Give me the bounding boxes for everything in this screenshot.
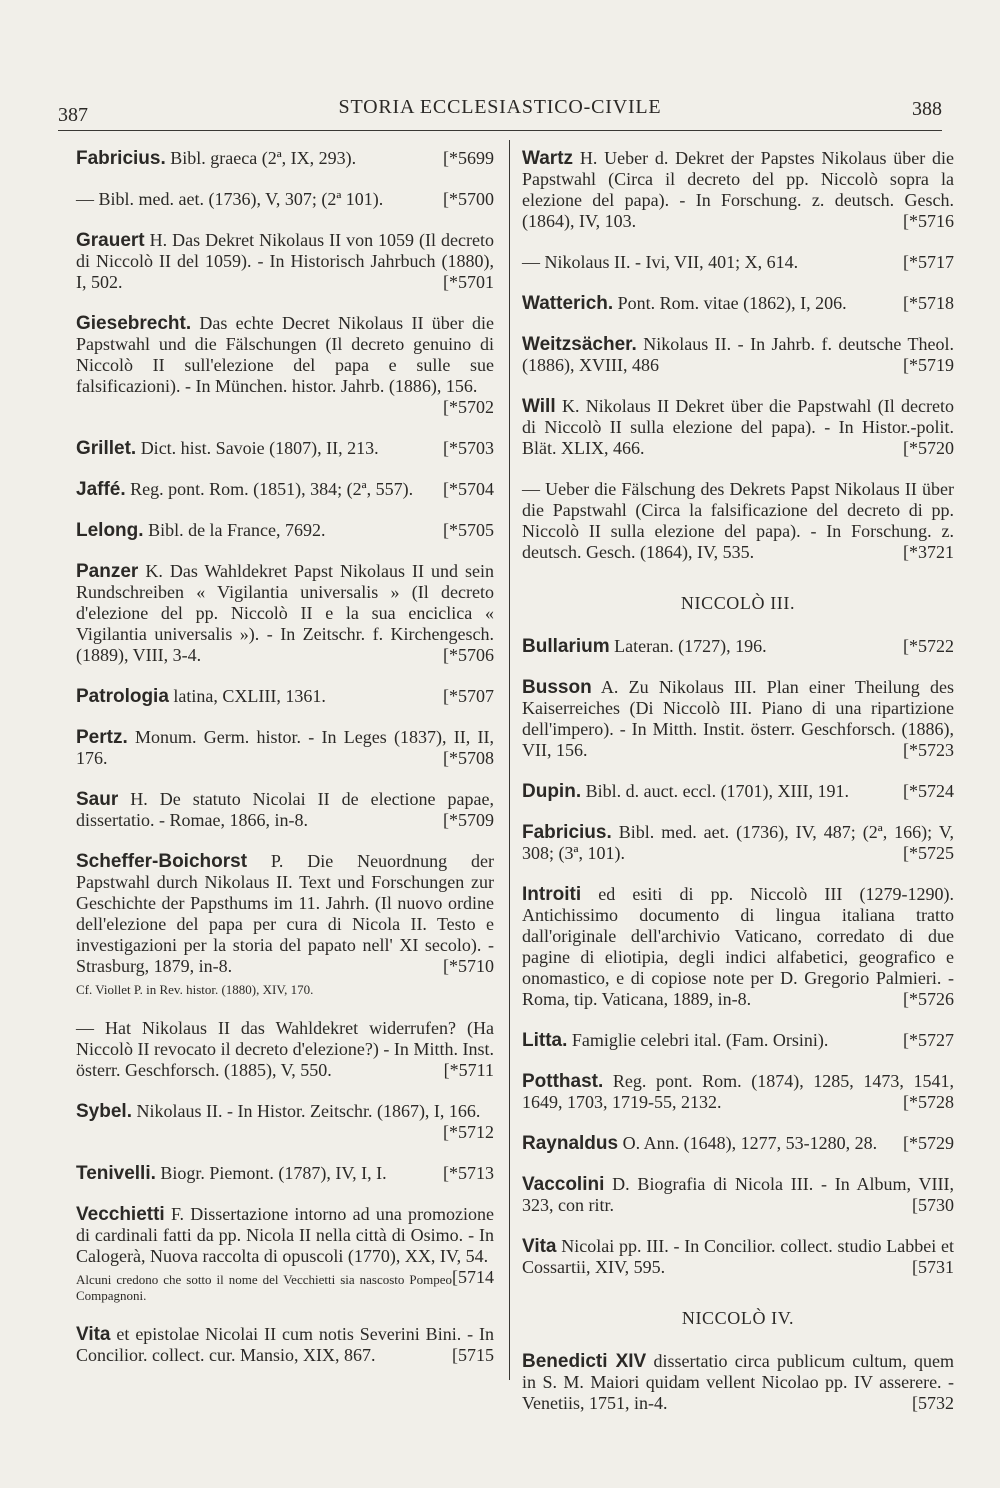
entry-reference-number: [*3721 (903, 542, 954, 562)
entry-heading: Vaccolini (522, 1174, 605, 1195)
entry-reference-number: [5714 (452, 1267, 494, 1287)
entry-heading: Litta. (522, 1030, 568, 1051)
bibliography-entry (76, 1324, 494, 1366)
entry-note: Alcuni credono che sotto il nome del Vecchietti sia nascosto Pompeo Compagnoni. (76, 1272, 452, 1303)
bibliography-entry (522, 293, 954, 314)
entry-heading: Vita (76, 1324, 111, 1345)
entry-text: Reg. pont. Rom. (1851), 384; (2ª, 557). (130, 479, 414, 499)
entry-heading: Saur (76, 789, 119, 810)
entry-text: dissertatio circa publicum cultum, quem in S. M. Maiori quidam vellent Nicolao pp. IV asserere. - Venetiis, 1751, in-4. (522, 1351, 955, 1413)
section-heading-niccolo-iii: NICCOLÒ III. (680, 593, 796, 613)
entry-reference-number: [*5710 (443, 956, 494, 976)
page-header (58, 92, 942, 128)
entry-heading: Weitzsächer. (522, 334, 637, 355)
bibliography-entry (522, 479, 954, 563)
entry-text: F. Dissertazione intorno ad una promozione di cardinali fatti da pp. Nicola II nella città di Osimo. - In Calogerà, Nuova raccolta di opuscoli (1770), XX, IV, 54. (76, 1204, 494, 1266)
entry-heading: Fabricius. (76, 148, 166, 169)
entry-text: K. Das Wahldekret Papst Nikolaus II und sein Rundschreiben « Vigilantia universalis » (Il decreto d'elezione del pp. Niccolò II e la sua enciclica « Vigilantia universalis »). - In Zeitschr. f. Kirchengesch. (1889), VIII, 3-4. (76, 561, 495, 665)
left-column (76, 148, 494, 1386)
entry-reference-number: [5731 (912, 1257, 954, 1277)
bibliography-entry (522, 396, 954, 459)
entry-reference-number: [*5725 (903, 843, 954, 863)
entry-heading: Will (522, 396, 556, 417)
entry-heading: Jaffé. (76, 479, 126, 500)
bibliography-entry (76, 686, 494, 707)
entry-reference-number: [*5718 (903, 293, 954, 313)
entry-text: H. Ueber d. Dekret der Papstes Nikolaus über die Papstwahl (Circa il decreto del pp. Niccolò sopra la elezione del papa). - In Forschung. z. deutsch. Gesch. (1864), IV, 103. (522, 148, 955, 231)
entry-heading: Grauert (76, 230, 145, 251)
bibliography-entry (522, 148, 954, 232)
entry-heading: Panzer (76, 561, 139, 582)
entry-heading: Patrologia (76, 686, 169, 707)
bibliography-entry (76, 561, 494, 666)
right-column-niccolo-iii-entries (522, 636, 954, 1278)
entry-text: et epistolae Nicolai II cum notis Severini Bini. - In Concilior. collect. cur. Mansio, XIX, 867. (76, 1324, 494, 1365)
bibliography-entry (522, 1133, 954, 1154)
entry-reference-number: [*5702 (443, 397, 494, 417)
bibliography-entry (522, 781, 954, 802)
entry-heading: Tenivelli. (76, 1163, 156, 1184)
entry-reference-number: [*5705 (443, 520, 494, 540)
bibliography-entry (522, 1071, 954, 1113)
entry-reference-number: [5730 (912, 1195, 954, 1215)
bibliography-entry (522, 252, 954, 273)
entry-heading: Scheffer-Boichorst (76, 851, 248, 872)
entry-text: — Bibl. med. aet. (1736), V, 307; (2ª 101). (76, 189, 384, 209)
entry-heading: Pertz. (76, 727, 128, 748)
entry-text: Das echte Decret Nikolaus II über die Papstwahl und die Fälschungen (Il decreto genuino di Niccolò II sull'elezione del papa e sulle sue falsificazioni). - In München. histor. Jahrb. (1886), 156. (76, 313, 495, 396)
bibliography-entry (76, 1101, 494, 1143)
entry-reference-number: [*5711 (443, 1060, 494, 1080)
page-number-right: 388 (912, 98, 942, 120)
bibliography-entry (522, 334, 954, 376)
header-rule (58, 130, 942, 131)
running-title: STORIA ECCLESIASTICO-CIVILE (338, 96, 662, 118)
entry-heading: Raynaldus (522, 1133, 619, 1154)
entry-reference-number: [*5699 (443, 148, 494, 168)
entry-reference-number: [*5726 (903, 989, 954, 1009)
bibliography-entry (522, 1174, 954, 1216)
page-number-left: 387 (58, 104, 88, 126)
entry-heading: Watterich. (522, 293, 614, 314)
bibliography-entry (522, 677, 954, 761)
bibliography-entry (76, 1204, 494, 1304)
bibliography-entry (522, 636, 954, 657)
entry-text: ed esiti di pp. Niccolò III (1279-1290). Antichissimo documento di lingua italiana tratto dall'originale dell'archivio Vaticano, corredato di due pagine di eliotipia, degli indici alfabetici, geografico e onomastico, e di copiose note per D. Gregorio Palmieri. - Roma, tip. Vaticana, 1889, in-8. (522, 884, 954, 1009)
entry-reference-number: [*5700 (443, 189, 494, 209)
column-divider (509, 140, 510, 1380)
entry-text: Bibl. med. aet. (1736), IV, 487; (2ª, 166); V, 308; (3ª, 101). (522, 822, 955, 863)
entry-reference-number: [*5727 (903, 1030, 954, 1050)
entry-reference-number: [*5723 (903, 740, 954, 760)
entry-reference-number: [*5722 (903, 636, 954, 656)
entry-reference-number: [*5704 (443, 479, 494, 499)
entry-reference-number: [5732 (912, 1393, 954, 1413)
entry-reference-number: [*5728 (903, 1092, 954, 1112)
entry-text: O. Ann. (1648), 1277, 53-1280, 28. (622, 1133, 878, 1153)
entry-text: Dict. hist. Savoie (1807), II, 213. (140, 438, 379, 458)
bibliography-entry (76, 520, 494, 541)
entry-reference-number: [*5708 (443, 748, 494, 768)
entry-text: Pont. Rom. vitae (1862), I, 206. (617, 293, 847, 313)
right-column-top-entries (522, 148, 954, 563)
entry-reference-number: [*5716 (903, 211, 954, 231)
entry-text: Nikolaus II. - In Jahrb. f. deutsche Theol. (1886), XVIII, 486 (522, 334, 955, 375)
entry-text: Bibl. graeca (2ª, IX, 293). (170, 148, 357, 168)
bibliography-entry (76, 438, 494, 459)
entry-reference-number: [*5719 (903, 355, 954, 375)
entry-text: Famiglie celebri ital. (Fam. Orsini). (571, 1030, 829, 1050)
entry-text: Bibl. de la France, 7692. (148, 520, 326, 540)
entry-text: H. Das Dekret Nikolaus II von 1059 (Il decreto di Niccolò II del 1059). - In Historisch Jahrbuch (1880), I, 502. (76, 230, 494, 292)
bibliography-entry (76, 189, 494, 210)
entry-text: — Ueber die Fälschung des Dekrets Papst Nikolaus II über die Papstwahl (Circa la falsificazione del decreto di pp. Niccolò II sulla elezione del papa). - In Forschung. z. deutsch. Gesch. (1864), IV, 535. (522, 479, 954, 562)
entry-heading: Sybel. (76, 1101, 132, 1122)
entry-reference-number: [*5724 (903, 781, 954, 801)
entry-text: Bibl. d. auct. eccl. (1701), XIII, 191. (585, 781, 850, 801)
entry-heading: Dupin. (522, 781, 582, 802)
entry-text: H. De statuto Nicolai II de electione papae, dissertatio. - Romae, 1866, in-8. (76, 789, 494, 830)
bibliography-entry (76, 479, 494, 500)
entry-heading: Lelong. (76, 520, 144, 541)
bibliography-entry (76, 1163, 494, 1184)
entry-text: — Nikolaus II. - Ivi, VII, 401; X, 614. (522, 252, 799, 272)
entry-text: Reg. pont. Rom. (1874), 1285, 1473, 1541, 1649, 1703, 1719-55, 2132. (522, 1071, 954, 1112)
entry-text: P. Die Neuordnung der Papstwahl durch Nikolaus II. Text und Forschungen zur Geschichte der Papsthums im 11. Jahrh. (Il nuovo ordine dell'elezione del papa per cura di Nicola II. Testo e investigazioni per la storia del papato nell' XI secolo). - Strasburg, 1879, in-8. (76, 851, 494, 976)
entry-reference-number: [*5707 (443, 686, 494, 706)
entry-text: Lateran. (1727), 196. (614, 636, 767, 656)
entry-text: Nikolaus II. - In Histor. Zeitschr. (1867), I, 166. (136, 1101, 481, 1121)
entry-text: latina, CXLIII, 1361. (173, 686, 326, 706)
entry-text: A. Zu Nikolaus III. Plan einer Theilung des Kaiserreiches (Di Niccolò III. Piano di una ripartizione dell'impero). - In Mitth. Instit. österr. Geschforsch. (1886), VII, 156. (522, 677, 954, 760)
entry-heading: Giesebrecht. (76, 313, 192, 334)
entry-heading: Fabricius. (522, 822, 612, 843)
entry-text: Biogr. Piemont. (1787), IV, I, I. (160, 1163, 387, 1183)
entry-text: D. Biografia di Nicola III. - In Album, VIII, 323, con ritr. (522, 1174, 954, 1215)
bibliography-entry (76, 313, 494, 418)
right-column (522, 148, 954, 1434)
entry-heading: Vecchietti (76, 1204, 165, 1225)
bibliography-entry (76, 1018, 494, 1081)
entry-heading: Busson (522, 677, 592, 698)
entry-reference-number: [*5729 (903, 1133, 954, 1153)
entry-heading: Bullarium (522, 636, 610, 657)
bibliography-entry (76, 789, 494, 831)
entry-reference-number: [*5720 (903, 438, 954, 458)
entry-note: Cf. Viollet P. in Rev. histor. (1880), XIV, 170. (76, 982, 314, 997)
entry-reference-number: [5715 (452, 1345, 494, 1365)
entry-reference-number: [*5703 (443, 438, 494, 458)
bibliography-entry (76, 851, 494, 998)
entry-heading: Benedicti XIV (522, 1351, 647, 1372)
entry-text: — Hat Nikolaus II das Wahldekret widerrufen? (Ha Niccolò II revocato il decreto d'elezione?) - In Mitth. Inst. österr. Geschforsch. (1885), V, 550. (76, 1018, 494, 1080)
entry-text: K. Nikolaus II Dekret über die Papstwahl (Il decreto di Niccolò II sulla elezione del papa). - In Histor.-polit. Blät. XLIX, 466. (522, 396, 954, 458)
entry-text: Monum. Germ. histor. - In Leges (1837), II, II, 176. (76, 727, 494, 768)
bibliography-entry (522, 1351, 954, 1414)
entry-reference-number: [*5717 (903, 252, 954, 272)
entry-reference-number: [*5709 (443, 810, 494, 830)
bibliography-entry (522, 1236, 954, 1278)
bibliography-entry (522, 822, 954, 864)
entry-reference-number: [*5713 (443, 1163, 494, 1183)
bibliography-entry (76, 148, 494, 169)
bibliography-entry (76, 230, 494, 293)
entry-reference-number: [*5701 (443, 272, 494, 292)
entry-text: Nicolai pp. III. - In Concilior. collect. studio Labbei et Cossartii, XIV, 595. (522, 1236, 954, 1277)
entry-heading: Vita (522, 1236, 557, 1257)
bibliography-entry (522, 884, 954, 1010)
entry-heading: Grillet. (76, 438, 137, 459)
entry-heading: Potthast. (522, 1071, 604, 1092)
entry-reference-number: [*5706 (443, 645, 494, 665)
bibliography-entry (522, 1030, 954, 1051)
section-heading-niccolo-iv: NICCOLÒ IV. (681, 1308, 795, 1328)
entry-heading: Wartz (522, 148, 574, 169)
entry-heading: Introiti (522, 884, 582, 905)
bibliography-entry (76, 727, 494, 769)
entry-reference-number: [*5712 (443, 1122, 494, 1142)
right-column-niccolo-iv-entries (522, 1351, 954, 1414)
